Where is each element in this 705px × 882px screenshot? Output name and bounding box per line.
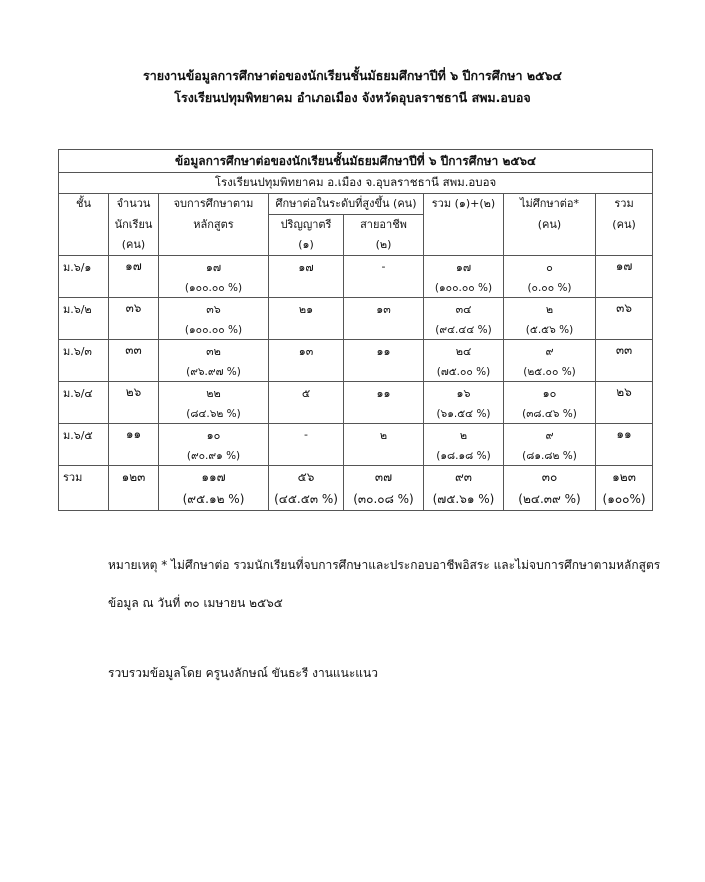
row-count: ๓๓ — [109, 340, 159, 362]
col-header-count-line3: (คน) — [109, 235, 159, 256]
row-not-study: ๐ — [504, 256, 596, 278]
row-not-study-pct: (๘๑.๘๒ %) — [504, 445, 596, 466]
row-not-study: ๒ — [504, 298, 596, 320]
total-graduated-pct: (๙๕.๑๒ %) — [159, 488, 269, 511]
row-vocational: ๑๓ — [344, 298, 424, 320]
table-row — [59, 298, 653, 320]
row-sum: ๒๔ — [424, 340, 504, 362]
row-graduated: ๓๒ — [159, 340, 269, 362]
col-header-graduated: จบการศึกษาตาม — [159, 194, 269, 215]
col-header-bachelor-line2: (๑) — [269, 235, 344, 256]
total-sum: ๙๓ — [424, 466, 504, 489]
data-as-of-date: ข้อมูล ณ วันที่ ๓๐ เมษายน ๒๕๖๕ — [108, 596, 283, 610]
total-count: ๑๒๓ — [109, 466, 159, 489]
total-bachelor-pct: (๔๕.๕๓ %) — [269, 488, 344, 511]
row-sum-pct: (๑๐๐.๐๐ %) — [424, 277, 504, 298]
table-row — [59, 424, 653, 446]
row-sum: ๓๔ — [424, 298, 504, 320]
row-graduated-pct: (๙๐.๙๑ %) — [159, 445, 269, 466]
row-sum: ๑๖ — [424, 382, 504, 404]
col-header-total-line2: (คน) — [596, 215, 653, 236]
row-graduated-pct: (๑๐๐.๐๐ %) — [159, 319, 269, 340]
table-row-percent — [59, 445, 653, 466]
row-bachelor: ๑๗ — [269, 256, 344, 278]
table-row-percent — [59, 277, 653, 298]
row-sum: ๑๗ — [424, 256, 504, 278]
row-total: ๑๗ — [596, 256, 653, 278]
page-title: รายงานข้อมูลการศึกษาต่อของนักเรียนชั้นมัธยมศึกษาปีที่ ๖ ปีการศึกษา ๒๕๖๔ — [143, 68, 562, 83]
total-sum-pct: (๗๕.๖๑ %) — [424, 488, 504, 511]
col-header-sum: รวม (๑)+(๒) — [424, 194, 504, 215]
education-report-table — [58, 149, 653, 511]
row-class: ม.๖/๔ — [59, 382, 109, 404]
row-class: ม.๖/๕ — [59, 424, 109, 446]
row-sum-pct: (๖๑.๕๔ %) — [424, 403, 504, 424]
col-header-vocational-line2: (๒) — [344, 235, 424, 256]
row-sum-pct: (๑๘.๑๘ %) — [424, 445, 504, 466]
row-class: ม.๖/๓ — [59, 340, 109, 362]
row-total: ๓๓ — [596, 340, 653, 362]
row-graduated-pct: (๙๖.๙๗ %) — [159, 361, 269, 382]
total-vocational: ๓๗ — [344, 466, 424, 489]
total-total: ๑๒๓ — [596, 466, 653, 489]
row-vocational: ๒ — [344, 424, 424, 446]
row-graduated-pct: (๘๔.๖๒ %) — [159, 403, 269, 424]
table-banner-school: โรงเรียนปทุมพิทยาคม อ.เมือง จ.อุบลราชธานี สพม.อบอจ — [59, 173, 653, 194]
table-row-percent — [59, 361, 653, 382]
row-count: ๓๖ — [109, 298, 159, 320]
table-banner-title: ข้อมูลการศึกษาต่อของนักเรียนชั้นมัธยมศึกษาปีที่ ๖ ปีการศึกษา ๒๕๖๔ — [59, 150, 653, 173]
row-vocational: ๑๑ — [344, 382, 424, 404]
total-graduated: ๑๑๗ — [159, 466, 269, 489]
row-not-study: ๙ — [504, 424, 596, 446]
row-bachelor: - — [269, 424, 344, 446]
row-not-study-pct: (๒๕.๐๐ %) — [504, 361, 596, 382]
row-graduated: ๒๒ — [159, 382, 269, 404]
col-header-total: รวม — [596, 194, 653, 215]
table-row — [59, 382, 653, 404]
table-row — [59, 340, 653, 362]
row-total: ๓๖ — [596, 298, 653, 320]
row-not-study-pct: (๕.๕๖ %) — [504, 319, 596, 340]
col-header-count: จำนวน — [109, 194, 159, 215]
row-class: ม.๖/๑ — [59, 256, 109, 278]
row-count: ๑๑ — [109, 424, 159, 446]
col-header-bachelor: ปริญญาตรี — [269, 215, 344, 236]
row-graduated: ๑๐ — [159, 424, 269, 446]
table-row — [59, 256, 653, 278]
row-graduated-pct: (๑๐๐.๐๐ %) — [159, 277, 269, 298]
col-header-not-study-line2: (คน) — [504, 215, 596, 236]
row-not-study-pct: (๓๘.๔๖ %) — [504, 403, 596, 424]
row-bachelor: ๕ — [269, 382, 344, 404]
total-vocational-pct: (๓๐.๐๘ %) — [344, 488, 424, 511]
col-header-count-line2: นักเรียน — [109, 215, 159, 236]
row-bachelor: ๑๓ — [269, 340, 344, 362]
row-class: ม.๖/๒ — [59, 298, 109, 320]
row-not-study: ๑๐ — [504, 382, 596, 404]
row-sum-pct: (๙๔.๔๔ %) — [424, 319, 504, 340]
row-total: ๒๖ — [596, 382, 653, 404]
row-bachelor: ๒๑ — [269, 298, 344, 320]
row-vocational: - — [344, 256, 424, 278]
table-row-percent — [59, 319, 653, 340]
col-header-class: ชั้น — [59, 194, 109, 215]
col-header-not-study: ไม่ศึกษาต่อ* — [504, 194, 596, 215]
col-header-vocational: สายอาชีพ — [344, 215, 424, 236]
row-count: ๑๗ — [109, 256, 159, 278]
table-row-percent — [59, 403, 653, 424]
total-not-study: ๓๐ — [504, 466, 596, 489]
total-row-percent — [59, 488, 653, 511]
row-graduated: ๓๖ — [159, 298, 269, 320]
row-count: ๒๖ — [109, 382, 159, 404]
page-subtitle: โรงเรียนปทุมพิทยาคม อำเภอเมือง จังหวัดอุบลราชธานี สพม.อบอจ — [174, 90, 531, 105]
total-total-pct: (๑๐๐%) — [596, 488, 653, 511]
row-sum-pct: (๗๕.๐๐ %) — [424, 361, 504, 382]
total-row — [59, 466, 653, 489]
col-header-graduated-line2: หลักสูตร — [159, 215, 269, 236]
row-not-study-pct: (๐.๐๐ %) — [504, 277, 596, 298]
total-bachelor: ๕๖ — [269, 466, 344, 489]
row-graduated: ๑๗ — [159, 256, 269, 278]
row-total: ๑๑ — [596, 424, 653, 446]
total-not-study-pct: (๒๔.๓๙ %) — [504, 488, 596, 511]
row-vocational: ๑๑ — [344, 340, 424, 362]
compiled-by: รวบรวมข้อมูลโดย ครูนงลักษณ์ ขันธะรี งานแนะแนว — [108, 666, 378, 680]
remark-note: หมายเหตุ * ไม่ศึกษาต่อ รวมนักเรียนที่จบการศึกษาและประกอบอาชีพอิสระ และไม่จบการศึกษาตามหลักสูตร — [108, 558, 661, 572]
total-label: รวม — [59, 466, 109, 489]
col-header-further-study: ศึกษาต่อในระดับที่สูงขึ้น (คน) — [269, 194, 424, 215]
row-not-study: ๙ — [504, 340, 596, 362]
row-sum: ๒ — [424, 424, 504, 446]
